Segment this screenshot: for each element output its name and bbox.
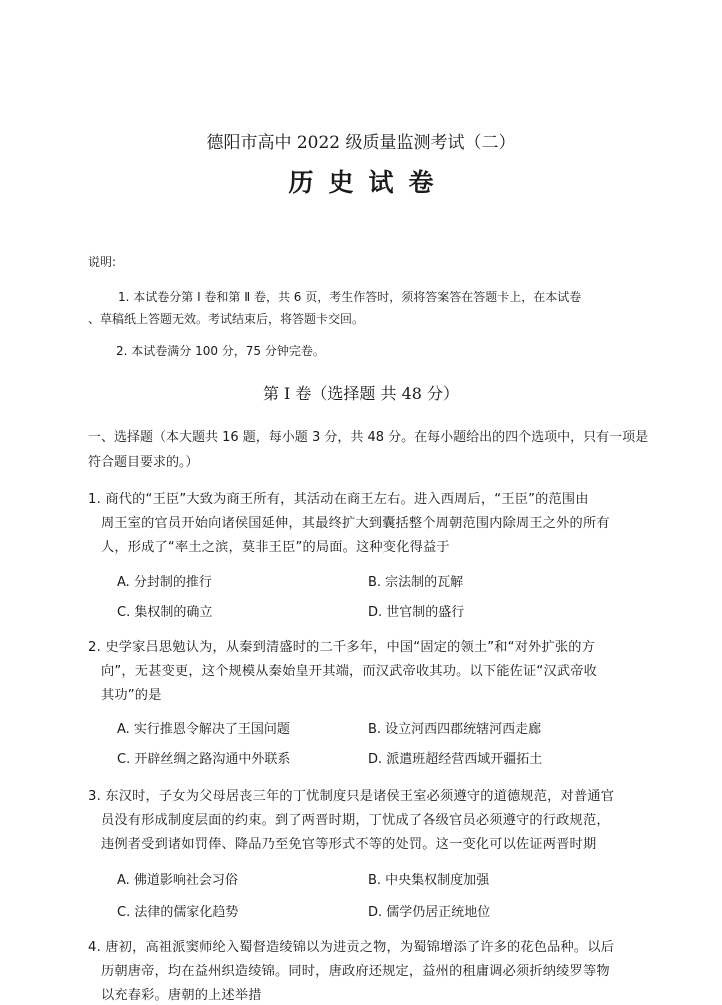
option-b: B. 设立河西四郡统辖河西走廊 <box>368 722 542 737</box>
option-c: C. 开辟丝绸之路沟通中外联系 <box>117 752 291 767</box>
question-text-line: 员没有形成制度层面的约束。到了两晋时期，丁忧成了各级官员必须遵守的行政规范， <box>101 813 610 828</box>
section-instruction-line-2: 符合题目要求的。） <box>88 455 199 470</box>
option-d: D. 世官制的盛行 <box>368 605 465 620</box>
option-a: A. 实行推恩令解决了王国问题 <box>117 722 290 737</box>
question-text-line: 历朝唐帝，均在益州织造绫锦。同时，唐政府还规定，益州的租庸调必须折纳绫罗等物 <box>101 964 610 979</box>
question-text-line: 以充春彩。唐朝的上述举措 <box>101 988 262 1003</box>
question-text-line: 3. 东汉时，子女为父母居丧三年的丁忧制度只是诸侯王室必须遵守的道德规范，对普通官 <box>88 789 615 804</box>
option-d: D. 儒学仍居正统地位 <box>368 905 491 920</box>
question-text-line: 人，形成了“率土之滨，莫非王臣”的局面。这种变化得益于 <box>101 540 450 555</box>
note-2: 2. 本试卷满分 100 分，75 分钟完卷。 <box>116 344 325 358</box>
question-text-line: 2. 史学家吕思勉认为，从秦到清盛时的二千多年，中国“固定的领土”和“对外扩张的方 <box>88 640 596 655</box>
question-text-line: 1. 商代的“王臣”大致为商王所有，其活动在商王左右。进入西周后，“王臣”的范围由 <box>88 492 589 507</box>
option-a: A. 佛道影响社会习俗 <box>117 873 238 888</box>
option-a: A. 分封制的推行 <box>117 575 212 590</box>
note-1-line-1: 1. 本试卷分第 Ⅰ 卷和第 Ⅱ 卷，共 6 页，考生作答时，须将答案答在答题卡上，在本试卷 <box>118 290 582 304</box>
option-c: C. 法律的儒家化趋势 <box>117 905 239 920</box>
option-d: D. 派遣班超经营西域开疆拓土 <box>368 752 543 767</box>
option-b: B. 宗法制的瓦解 <box>368 575 464 590</box>
section-title: 第 I 卷（选择题 共 48 分） <box>262 384 460 403</box>
question-text-line: 4. 唐初，高祖派窦师纶入蜀督造绫锦以为进贡之物，为蜀锦增添了许多的花色品种。以后 <box>88 940 615 955</box>
option-c: C. 集权制的确立 <box>117 605 213 620</box>
question-text-line: 其功”的是 <box>101 688 162 703</box>
exam-title: 德阳市高中 2022 级质量监测考试（二） <box>206 133 516 153</box>
question-text-line: 违例者受到诸如罚俸、降品乃至免官等形式不等的处罚。这一变化可以佐证两晋时期 <box>101 837 597 852</box>
question-text-line: 向”，无甚变更，这个规模从秦始皇开其端，而汉武帝收其功。以下能佐证“汉武帝收 <box>101 664 598 679</box>
subject-title: 历史试卷 <box>288 168 449 197</box>
option-b: B. 中央集权制度加强 <box>368 873 490 888</box>
notes-label: 说明: <box>88 255 117 269</box>
note-1-line-2: 、草稿纸上答题无效。考试结束后，将答题卡交回。 <box>88 312 365 326</box>
section-instruction-line-1: 一、选择题（本大题共 16 题，每小题 3 分，共 48 分。在每小题给出的四个选项中，只有一项是 <box>88 430 649 445</box>
question-text-line: 周王室的官员开始向诸侯国延伸，其最终扩大到囊括整个周朝范围内除周王之外的所有 <box>101 516 610 531</box>
